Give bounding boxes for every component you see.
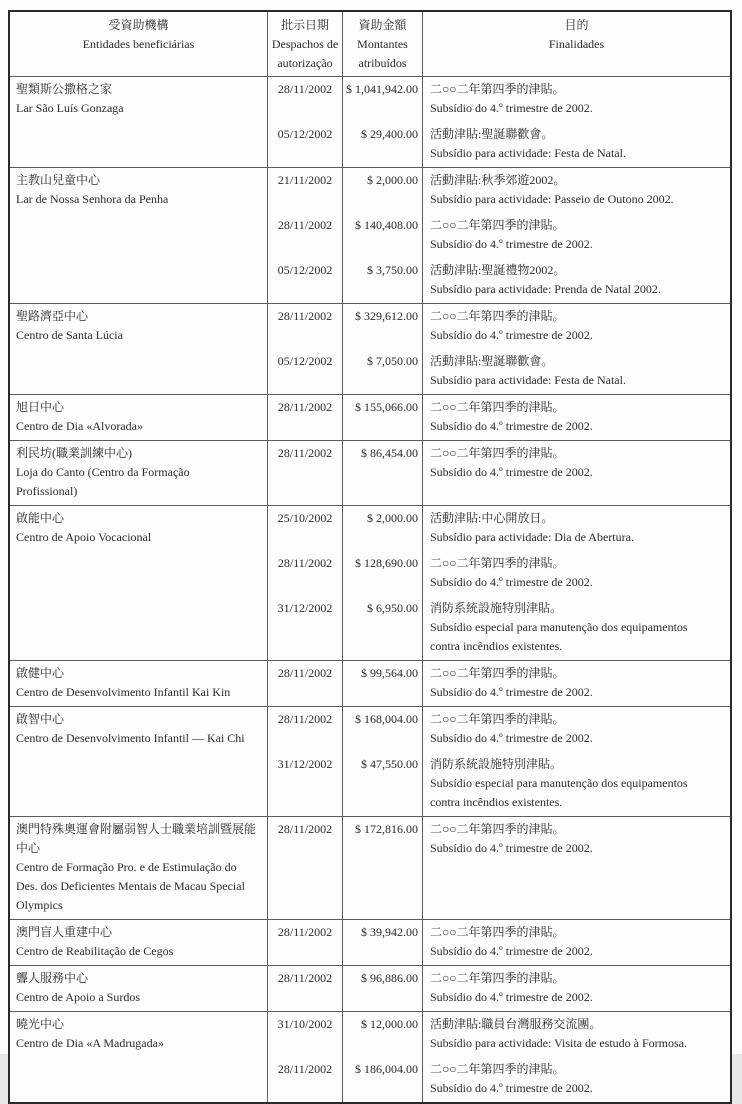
header-line: atribuídos [358,56,407,70]
authorization-date: 28/11/2002 [268,1057,343,1102]
purpose-cell [423,77,730,122]
authorization-date: 28/11/2002 [268,77,343,122]
table-row [10,1011,730,1102]
table-row [10,167,730,303]
amount-value: $ 140,408.00 [343,213,423,258]
entity-name-line: Centro de Apoio a Surdos [16,990,140,1004]
purpose-line: 二○○二年第四季的津貼。 [430,82,565,96]
table-body [10,76,730,1102]
authorization-date: 28/11/2002 [268,707,343,752]
amount-value: $ 155,066.00 [343,395,423,440]
entity-cell [10,441,268,505]
purpose-cell [423,168,730,213]
purpose-line: 二○○二年第四季的津貼。 [430,309,565,323]
subsidy-table [8,10,732,1104]
table-row [10,440,730,505]
purpose-line: 活動津貼:職員台灣服務交流團。 [430,1017,602,1031]
amount-value: $ 172,816.00 [343,817,423,919]
purpose-cell [423,258,730,303]
entity-name-line: 澳門特殊奧運會附屬弱智人士職業培訓暨展能 [16,822,257,836]
amount-value: $ 96,886.00 [343,966,423,1011]
purpose-line: Subsídio do 4.º trimestre de 2002. [430,1081,593,1095]
table-row [10,965,730,1011]
authorization-date: 05/12/2002 [268,258,343,303]
table-row [10,660,730,706]
entity-name-line: 中心 [16,841,41,855]
purpose-cell [423,817,730,919]
amount-value: $ 329,612.00 [343,304,423,349]
table-row [10,816,730,919]
purpose-line: 活動津貼:聖誕聯歡會。 [430,127,554,141]
amount-value: $ 3,750.00 [343,258,423,303]
purpose-cell [423,966,730,1011]
purpose-cell [423,707,730,752]
purpose-cell [423,506,730,551]
purpose-line: Subsídio do 4.º trimestre de 2002. [430,731,593,745]
entity-name-line: Centro de Reabilitação de Cegos [16,944,174,958]
header-line: Montantes [357,37,408,51]
purpose-line: 二○○二年第四季的津貼。 [430,446,565,460]
purpose-line: Subsídio para actividade: Prenda de Natal 2002. [430,282,661,296]
entity-name-line: Centro de Santa Lúcia [16,328,123,342]
entity-cell [10,168,268,303]
entity-cell [10,707,268,816]
purpose-line: 二○○二年第四季的津貼。 [430,218,565,232]
amount-value: $ 186,004.00 [343,1057,423,1102]
authorization-date: 28/11/2002 [268,395,343,440]
table-row [10,706,730,816]
purpose-line: Subsídio para actividade: Visita de estudo à Formosa. [430,1036,688,1050]
purpose-line: 活動津貼:秋季郊遊2002。 [430,173,566,187]
purpose-cell [423,752,730,816]
entity-name-line: 旭日中心 [16,400,65,414]
authorization-date: 31/12/2002 [268,596,343,660]
table-row [10,505,730,660]
purpose-cell [423,122,730,167]
amount-value: $ 6,950.00 [343,596,423,660]
authorization-date: 31/10/2002 [268,1012,343,1057]
purpose-line: 二○○二年第四季的津貼。 [430,666,565,680]
entity-name-line: Des. dos Deficientes Mentais de Macau Special [16,879,245,893]
purpose-line: Subsídio do 4.º trimestre de 2002. [430,841,593,855]
purpose-cell [423,304,730,349]
purpose-line: 二○○二年第四季的津貼。 [430,1062,565,1076]
amount-value: $ 86,454.00 [343,441,423,505]
entity-name-line: Centro de Dia «A Madrugada» [16,1036,164,1050]
amount-value: $ 2,000.00 [343,506,423,551]
purpose-line: 活動津貼:聖誕禮物2002。 [430,263,566,277]
amount-value: $ 128,690.00 [343,551,423,596]
purpose-line: Subsídio especial para manutenção dos equipamentos [430,620,688,634]
purpose-line: 活動津貼:聖誕聯歡會。 [430,354,554,368]
entity-name-line: Loja do Canto (Centro da Formação [16,465,190,479]
entity-cell [10,920,268,965]
header-col-dates [268,12,343,76]
purpose-line: Subsídio do 4.º trimestre de 2002. [430,101,593,115]
entity-cell [10,506,268,660]
purpose-line: 二○○二年第四季的津貼。 [430,400,565,414]
amount-value: $ 2,000.00 [343,168,423,213]
amount-value: $ 7,050.00 [343,349,423,394]
purpose-cell [423,213,730,258]
entity-name-line: Centro de Desenvolvimento Infantil — Kai Chi [16,731,245,745]
entity-cell [10,304,268,394]
entity-name-line: Lar de Nossa Senhora da Penha [16,192,169,206]
entity-name-line: Centro de Dia «Alvorada» [16,419,143,433]
authorization-date: 28/11/2002 [268,304,343,349]
purpose-line: 二○○二年第四季的津貼。 [430,556,565,570]
header-col-entities [10,12,268,76]
header-col-purposes [423,12,730,76]
purpose-cell [423,596,730,660]
entity-cell [10,77,268,167]
authorization-date: 28/11/2002 [268,817,343,919]
entity-name-line: 利民坊(職業訓練中心) [16,446,132,460]
entity-name-line: 曉光中心 [16,1017,65,1031]
amount-value: $ 39,942.00 [343,920,423,965]
table-header [10,12,730,76]
purpose-line: 二○○二年第四季的津貼。 [430,971,565,985]
authorization-date: 31/12/2002 [268,752,343,816]
entity-name-line: Centro de Desenvolvimento Infantil Kai Kin [16,685,231,699]
purpose-line: 消防系統設施特別津貼。 [430,757,563,771]
entity-name-line: Centro de Formação Pro. e de Estimulação do [16,860,237,874]
entity-name-line: Lar São Luís Gonzaga [16,101,124,115]
purpose-line: Subsídio do 4.º trimestre de 2002. [430,575,593,589]
table-row [10,76,730,167]
amount-value: $ 99,564.00 [343,661,423,706]
purpose-line: 二○○二年第四季的津貼。 [430,822,565,836]
authorization-date: 28/11/2002 [268,920,343,965]
entity-name-line: 啟智中心 [16,712,65,726]
amount-value: $ 1,041,942.00 [343,77,423,122]
purpose-line: 二○○二年第四季的津貼。 [430,712,565,726]
header-line: Finalidades [548,37,605,51]
authorization-date: 21/11/2002 [268,168,343,213]
entity-name-line: 聖類斯公撒格之家 [16,82,113,96]
purpose-line: Subsídio do 4.º trimestre de 2002. [430,465,593,479]
entity-cell [10,395,268,440]
purpose-line: Subsídio do 4.º trimestre de 2002. [430,685,593,699]
purpose-line: Subsídio para actividade: Festa de Natal. [430,146,626,160]
purpose-cell [423,1012,730,1057]
entity-name-line: Centro de Apoio Vocacional [16,530,152,544]
authorization-date: 28/11/2002 [268,441,343,505]
table-row [10,919,730,965]
entity-cell [10,1012,268,1102]
purpose-line: Subsídio do 4.º trimestre de 2002. [430,419,593,433]
header-line: 資助金額 [358,18,407,32]
entity-name-line: Olympics [16,898,63,912]
authorization-date: 05/12/2002 [268,122,343,167]
table-row [10,303,730,394]
authorization-date: 05/12/2002 [268,349,343,394]
amount-value: $ 12,000.00 [343,1012,423,1057]
purpose-line: Subsídio para actividade: Dia de Abertura. [430,530,634,544]
authorization-date: 28/11/2002 [268,213,343,258]
entity-name-line: 啟健中心 [16,666,65,680]
purpose-line: 消防系統設施特別津貼。 [430,601,563,615]
purpose-line: 二○○二年第四季的津貼。 [430,925,565,939]
purpose-line: contra incêndios existentes. [430,639,563,653]
purpose-line: 活動津貼:中心開放日。 [430,511,554,525]
purpose-line: Subsídio do 4.º trimestre de 2002. [430,328,593,342]
entity-cell [10,966,268,1011]
table-row [10,394,730,440]
header-col-amounts [343,12,423,76]
entity-name-line: 澳門盲人重建中心 [16,925,113,939]
header-line: 批示日期 [280,18,329,32]
entity-cell [10,661,268,706]
purpose-line: Subsídio para actividade: Passeio de Outono 2002. [430,192,674,206]
entity-name-line: 主教山兒童中心 [16,173,101,187]
purpose-cell [423,395,730,440]
purpose-cell [423,661,730,706]
amount-value: $ 29,400.00 [343,122,423,167]
header-line: Despachos de [271,37,339,51]
amount-value: $ 168,004.00 [343,707,423,752]
purpose-line: contra incêndios existentes. [430,795,563,809]
header-line: Entidades beneficiárias [82,37,195,51]
entity-name-line: 聖路濟亞中心 [16,309,89,323]
purpose-cell [423,551,730,596]
purpose-cell [423,1057,730,1102]
purpose-line: Subsídio para actividade: Festa de Natal. [430,373,626,387]
entity-name-line: 聾人服務中心 [16,971,89,985]
authorization-date: 25/10/2002 [268,506,343,551]
authorization-date: 28/11/2002 [268,551,343,596]
entity-cell [10,817,268,919]
authorization-date: 28/11/2002 [268,661,343,706]
header-line: autorização [277,56,333,70]
purpose-cell [423,349,730,394]
purpose-line: Subsídio especial para manutenção dos equipamentos [430,776,688,790]
amount-value: $ 47,550.00 [343,752,423,816]
purpose-line: Subsídio do 4.º trimestre de 2002. [430,944,593,958]
purpose-line: Subsídio do 4.º trimestre de 2002. [430,237,593,251]
entity-name-line: Profissional) [16,484,78,498]
header-line: 目的 [564,18,589,32]
purpose-cell [423,441,730,505]
authorization-date: 28/11/2002 [268,966,343,1011]
header-line: 受資助機構 [108,18,169,32]
purpose-cell [423,920,730,965]
purpose-line: Subsídio do 4.º trimestre de 2002. [430,990,593,1004]
entity-name-line: 啟能中心 [16,511,65,525]
